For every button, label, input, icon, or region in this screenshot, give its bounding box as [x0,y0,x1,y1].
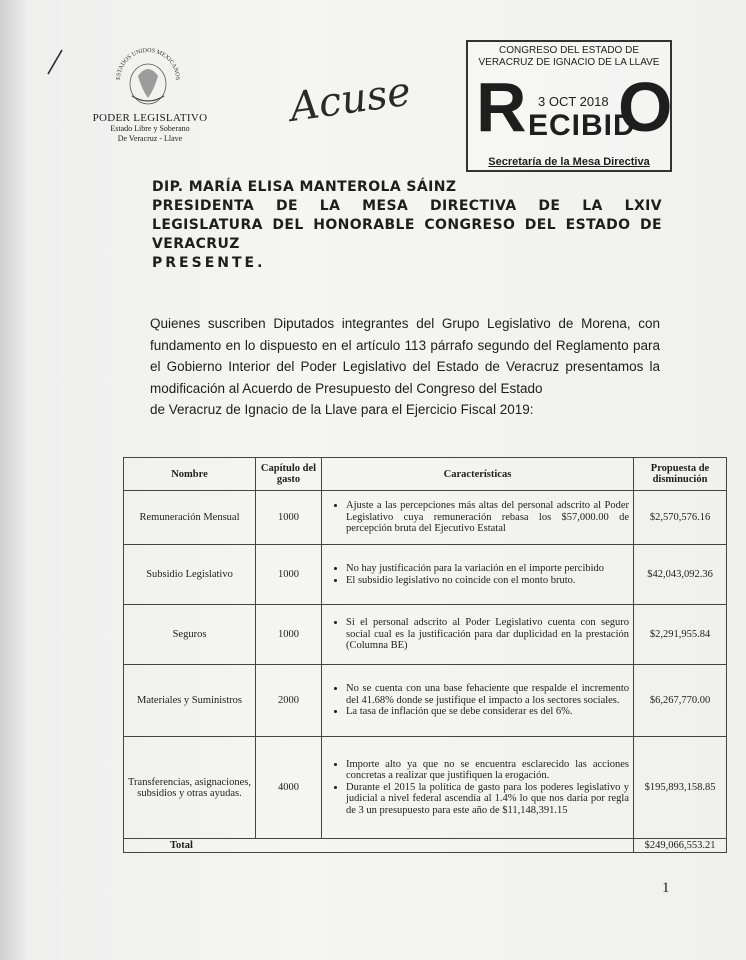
stamp-line-2: VERACRUZ DE IGNACIO DE LA LLAVE [478,57,660,68]
handwriting-text: Acuse [287,68,414,131]
header-proposal: Propuesta de disminución [634,458,727,491]
row-name: Materiales y Suministros [124,665,256,737]
stamp-date: 3 OCT 2018 [538,94,609,109]
seal-text: ESTADOS UNIDOS MEXICANOS [115,47,181,81]
stamp-letter-r: R [476,68,527,146]
row-amount: $6,267,770.00 [634,665,727,737]
total-amount: $249,066,553.21 [634,839,727,853]
table-header-row [124,458,727,491]
pen-mark [44,48,66,78]
addressee-state: VERACRUZ [152,236,240,252]
table-row [124,605,727,665]
feature-bullet: • No hay justificación para la variación en el importe percibido [346,563,629,575]
row-chapter: 1000 [256,545,322,605]
budget-table [123,457,727,853]
org-subtitle-2: De Veracruz - Llave [117,134,183,143]
table-row [124,491,727,545]
feature-bullet: • Si el personal adscrito al Poder Legislativo cuenta con seguro social cual es la justificación para dar duplicidad en la prestación (Columna BE) [346,617,629,652]
header-chapter: Capítulo del gasto [256,458,322,491]
row-features [322,545,634,605]
paragraph-last: de Veracruz de Ignacio de la Llave para el Ejercicio Fiscal 2019: [150,402,534,417]
feature-bullet: • El subsidio legislativo no coincide con el monto bruto. [346,575,629,587]
row-name: Transferencias, asignaciones, subsidios y otras ayudas. [124,737,256,839]
table-row [124,665,727,737]
row-amount: $2,570,576.16 [634,491,727,545]
addressee-name: DIP. MARÍA ELISA MANTEROLA SÁINZ [152,179,457,195]
header-name: Nombre [124,458,256,491]
stamp-word: ECIBID [528,109,636,142]
row-chapter: 1000 [256,491,322,545]
row-amount: $2,291,955.84 [634,605,727,665]
feature-bullet: • Ajuste a las percepciones más altas del personal adscrito al Poder Legislativo cuya remuneración rebasa los $57,000.00 de percepción bruta del Ejecutivo Estatal [346,500,629,535]
stamp-footer: Secretaría de la Mesa Directiva [488,156,650,168]
paragraph-main: Quienes suscriben Diputados integrantes del Grupo Legislativo de Morena, con fundamento en lo dispuesto en el artículo 113 párrafo segundo del Reglamento para el Gobierno Interior del Poder Legislativo del Estado de Veracruz presentamos la modificación al Acuerdo de Presupuesto del Congreso del Estado [150,316,660,396]
row-features [322,665,634,737]
stamp-letter-o: O [618,68,673,146]
total-label: Total [124,839,634,853]
header-features: Características [322,458,634,491]
row-name: Seguros [124,605,256,665]
row-features [322,605,634,665]
page-shadow [0,0,28,960]
addressee-title-2: LEGISLATURA DEL HONORABLE CONGRESO DEL ESTADO DE [152,217,662,233]
handwritten-acuse [280,60,460,140]
legislature-header [88,112,212,144]
stamp-line-1: CONGRESO DEL ESTADO DE [498,45,640,56]
org-subtitle-1: Estado Libre y Soberano [110,124,190,133]
row-chapter: 1000 [256,605,322,665]
row-chapter: 2000 [256,665,322,737]
page-number: 1 [662,880,670,896]
addressee-title-1: PRESIDENTA DE LA MESA DIRECTIVA DE LA LXIV [152,198,662,214]
feature-bullet: • Durante el 2015 la política de gasto para los poderes legislativo y judicial a nivel federal ascendía al 1.4% lo que nos daría por regla de 3 un presupuesto para este año de $11,148,391.15 [346,782,629,817]
addressee-presente: PRESENTE. [152,255,266,271]
row-chapter: 4000 [256,737,322,839]
feature-bullet: • La tasa de inflación que se debe considerar es del 6%. [346,706,629,718]
body-paragraph [150,313,660,421]
org-name: PODER LEGISLATIVO [92,112,208,124]
row-name: Subsidio Legislativo [124,545,256,605]
table-row [124,545,727,605]
table-total-row [124,839,727,853]
row-name: Remuneración Mensual [124,491,256,545]
row-amount: $42,043,092.36 [634,545,727,605]
row-amount: $195,893,158.85 [634,737,727,839]
row-features [322,491,634,545]
national-seal-icon [108,40,188,110]
row-features [322,737,634,839]
feature-bullet: • Importe alto ya que no se encuentra esclarecido las acciones concretas a realizar que justifiquen la erogación. [346,759,629,782]
table-row [124,737,727,839]
received-stamp [466,40,672,172]
addressee-block [152,178,662,273]
feature-bullet: • No se cuenta con una base fehaciente que respalde el incremento del 41.68% donde se justifique el impacto a los sectores sociales. [346,683,629,706]
